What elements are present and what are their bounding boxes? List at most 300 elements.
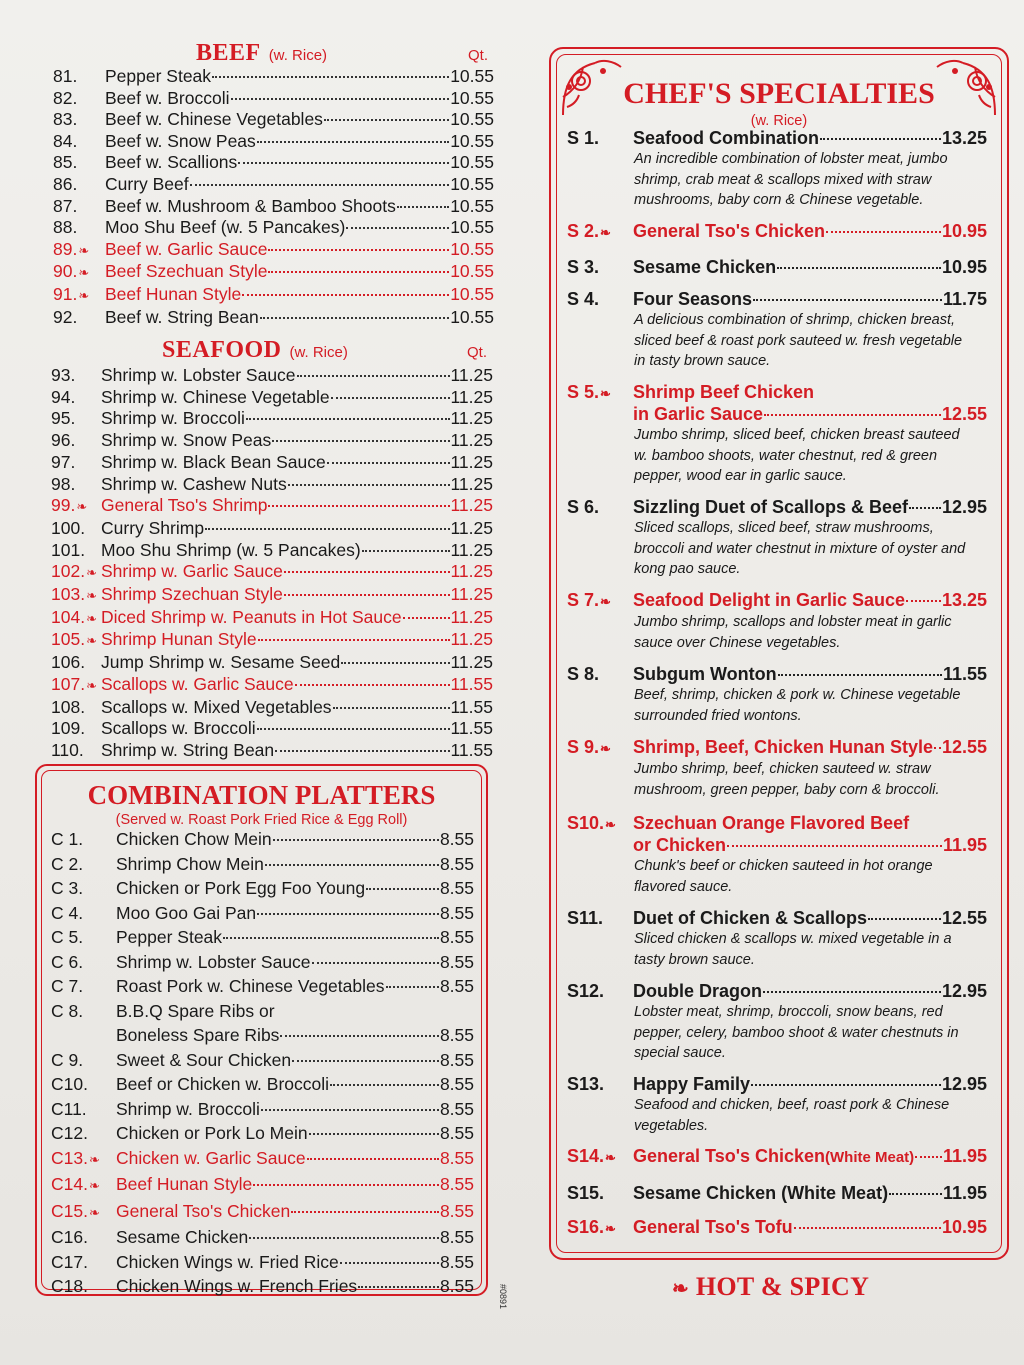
chefs-specialties-subtitle: (w. Rice) xyxy=(750,113,808,129)
pepper-icon: ❧ xyxy=(78,242,90,258)
item-price: 11.55 xyxy=(450,673,493,694)
specialty-price: 11.95 xyxy=(942,1183,987,1203)
item-number: C 4. xyxy=(51,902,84,923)
dot-leader xyxy=(333,707,450,709)
menu-item-row xyxy=(51,561,493,584)
specialty-line xyxy=(567,981,987,1002)
item-price: 10.55 xyxy=(450,130,494,151)
item-price: 10.55 xyxy=(450,217,494,238)
menu-item-row xyxy=(51,1121,474,1146)
item-number: C 2. xyxy=(51,853,84,874)
specialty-code: S14.❧ xyxy=(567,1146,616,1166)
menu-item-row xyxy=(53,217,494,239)
item-name: Moo Goo Gai Pan xyxy=(116,902,257,923)
specialty-name: Seafood Combination xyxy=(633,128,819,148)
menu-item-row xyxy=(51,999,474,1024)
specialty-price: 12.95 xyxy=(941,1074,987,1094)
menu-item-row xyxy=(51,584,493,607)
item-number: 110. xyxy=(51,739,84,760)
item-name: Shrimp w. Black Bean Sauce xyxy=(101,451,326,472)
item-name: Shrimp w. Snow Peas xyxy=(101,430,272,451)
item-price: 8.55 xyxy=(439,1200,474,1221)
specialty-price: 10.95 xyxy=(941,1217,987,1237)
menu-item-row xyxy=(51,974,474,999)
menu-item-row xyxy=(53,109,494,131)
menu-item-row xyxy=(51,1199,474,1226)
dot-leader xyxy=(291,1211,439,1213)
specialty-code: S 8. xyxy=(567,664,600,684)
dot-leader xyxy=(331,397,450,399)
specialty-description: An incredible combination of lobster meat, jumbo shrimp, crab meat & scallops mixed with straw mushrooms, baby corn & Chinese vegetable. xyxy=(634,151,948,208)
item-number: C13.❧ xyxy=(51,1147,100,1168)
hot-and-spicy-label: HOT & SPICY xyxy=(695,1272,870,1301)
specialty-price: 12.55 xyxy=(941,404,987,424)
item-number: 102.❧ xyxy=(51,561,97,582)
menu-item-row xyxy=(51,1023,474,1048)
dot-leader xyxy=(238,162,449,164)
specialty-name: General Tso's Tofu xyxy=(633,1217,793,1237)
pepper-icon: ❧ xyxy=(605,1150,616,1165)
item-price: 10.55 xyxy=(450,195,494,216)
specialty-name: Szechuan Orange Flavored Beef xyxy=(633,813,910,833)
item-price: 11.25 xyxy=(450,652,493,673)
specialty-price: 12.95 xyxy=(941,981,987,1001)
item-price: 8.55 xyxy=(439,902,474,923)
item-price: 11.25 xyxy=(450,584,493,605)
item-price: 11.55 xyxy=(450,739,493,760)
menu-item-row xyxy=(51,365,493,387)
dot-leader xyxy=(312,962,439,964)
item-name: Pepper Steak xyxy=(116,927,223,947)
item-number: 99.❧ xyxy=(51,495,88,516)
dot-leader xyxy=(324,119,449,121)
dot-leader xyxy=(295,684,450,686)
dot-leader xyxy=(223,937,439,939)
dot-leader xyxy=(327,462,450,464)
menu-item-row xyxy=(51,1250,474,1275)
item-price: 11.25 xyxy=(450,561,493,582)
dot-leader xyxy=(288,484,450,486)
item-name: Scallops w. Garlic Sauce xyxy=(101,673,294,694)
item-price: 10.55 xyxy=(450,306,494,327)
item-name: B.B.Q Spare Ribs or xyxy=(116,1000,275,1021)
menu-item-row xyxy=(51,1097,474,1122)
item-number: C16. xyxy=(51,1227,88,1247)
specialty-item xyxy=(567,908,987,970)
pepper-icon: ❧ xyxy=(88,1204,100,1220)
dot-leader xyxy=(268,505,449,507)
pepper-icon: ❧ xyxy=(86,633,97,649)
pepper-icon: ❧ xyxy=(88,1151,100,1167)
menu-item-row xyxy=(51,540,493,562)
specialty-price: 12.95 xyxy=(941,497,987,517)
seafood-qt-label: Qt. xyxy=(467,344,488,361)
specialty-line xyxy=(567,1217,987,1239)
item-price: 8.55 xyxy=(439,951,474,972)
specialty-item xyxy=(567,221,987,243)
item-price: 8.55 xyxy=(439,1025,474,1045)
item-number: C17. xyxy=(51,1251,88,1272)
menu-item-row xyxy=(51,452,493,474)
specialty-item xyxy=(567,382,987,487)
dot-leader xyxy=(346,227,449,229)
specialty-line xyxy=(567,813,987,835)
menu-item-row xyxy=(51,1274,474,1299)
dot-leader xyxy=(868,918,941,920)
pepper-icon: ❧ xyxy=(86,610,97,626)
specialty-line xyxy=(567,128,987,149)
item-number: 87. xyxy=(53,195,78,216)
item-price: 11.55 xyxy=(450,718,493,739)
dot-leader xyxy=(340,1262,439,1264)
dot-leader xyxy=(253,1184,439,1186)
menu-item-row xyxy=(53,131,494,153)
menu-item-row xyxy=(51,430,493,452)
item-price: 11.25 xyxy=(450,430,493,451)
item-name: General Tso's Chicken xyxy=(116,1200,291,1221)
specialty-description: Lobster meat, shrimp, broccoli, snow beans, red pepper, celery, bamboo shoot & water chestnuts in special sauce. xyxy=(634,1004,959,1061)
dot-leader xyxy=(915,1156,942,1158)
specialty-item xyxy=(567,1183,987,1204)
menu-item-row xyxy=(53,174,494,196)
dot-leader xyxy=(273,839,439,841)
menu-item-row xyxy=(51,674,493,697)
item-name: Shrimp w. Broccoli xyxy=(116,1098,260,1119)
item-number: 93. xyxy=(51,365,76,385)
beef-title: BEEF xyxy=(196,40,261,66)
item-price: 8.55 xyxy=(439,878,474,898)
specialty-code: S 6. xyxy=(567,497,600,517)
item-name: Beef w. Chinese Vegetables xyxy=(105,109,323,130)
item-price: 11.25 xyxy=(450,473,493,494)
dot-leader xyxy=(275,750,449,752)
item-price: 11.25 xyxy=(450,451,493,472)
item-number: 84. xyxy=(53,130,78,151)
item-name: Beef w. Snow Peas xyxy=(105,130,256,151)
dot-leader xyxy=(330,1084,439,1086)
beef-qt-label: Qt. xyxy=(468,47,489,64)
specialty-item xyxy=(567,1217,987,1239)
item-name: Beef w. Garlic Sauce xyxy=(105,238,268,259)
item-price: 10.55 xyxy=(450,152,494,173)
dot-leader xyxy=(778,674,942,676)
dot-leader xyxy=(292,1060,439,1062)
dot-leader xyxy=(403,617,450,619)
beef-list xyxy=(53,66,494,328)
specialty-code: S12. xyxy=(567,981,605,1001)
specialty-code: S 3. xyxy=(567,257,600,277)
specialty-line xyxy=(567,664,987,685)
item-name: Moo Shu Beef (w. 5 Pancakes) xyxy=(105,217,346,238)
dot-leader xyxy=(764,414,941,416)
dot-leader xyxy=(284,594,450,596)
specialty-line xyxy=(567,404,987,425)
pepper-icon: ❧ xyxy=(86,588,97,604)
menu-item-row xyxy=(51,901,474,926)
item-price: 8.55 xyxy=(439,1074,474,1094)
specialty-description: Jumbo shrimp, beef, chicken sauteed w. straw mushroom, green pepper, baby corn & broccoli. xyxy=(634,761,940,798)
item-number: 107.❧ xyxy=(51,673,97,694)
dot-leader xyxy=(826,231,941,233)
item-price: 8.55 xyxy=(439,1227,474,1247)
seafood-subtitle: (w. Rice) xyxy=(289,344,348,361)
item-name: Beef w. String Bean xyxy=(105,306,259,327)
pepper-icon: ❧ xyxy=(600,225,611,240)
item-price: 10.55 xyxy=(450,66,494,86)
dot-leader xyxy=(268,249,449,251)
specialty-item xyxy=(567,128,987,211)
item-name: Shrimp w. Lobster Sauce xyxy=(101,365,296,385)
item-name: Curry Beef xyxy=(105,173,189,194)
dot-leader xyxy=(794,1227,941,1229)
menu-item-row xyxy=(51,852,474,877)
item-name: Chicken Wings w. French Fries xyxy=(116,1276,358,1296)
dot-leader xyxy=(358,1286,439,1288)
item-name: Beef or Chicken w. Broccoli xyxy=(116,1074,330,1094)
item-number: C11. xyxy=(51,1098,87,1119)
specialty-name: Seafood Delight in Garlic Sauce xyxy=(633,590,906,610)
specialty-price: 11.95 xyxy=(942,835,987,855)
specialty-description: A delicious combination of shrimp, chicken breast, sliced beef & roast pork sauteed w. fresh vegetable in tasty brown sauce. xyxy=(634,312,963,369)
specialty-price: 12.55 xyxy=(941,737,987,757)
dot-leader xyxy=(231,98,450,100)
item-name: Beef w. Scallions xyxy=(105,152,238,173)
seafood-header xyxy=(162,337,348,364)
dot-leader xyxy=(397,206,449,208)
menu-item-row xyxy=(53,66,494,88)
menu-item-row xyxy=(53,261,494,284)
menu-item-row xyxy=(51,474,493,496)
item-number: C 8. xyxy=(51,1000,84,1021)
specialty-name: Subgum Wonton xyxy=(633,664,777,684)
item-name: Shrimp w. Cashew Nuts xyxy=(101,473,287,494)
item-number: 86. xyxy=(53,173,78,194)
specialty-description: Sliced scallops, sliced beef, straw mushrooms, broccoli and water chestnut in mixture of oyster and kong pao sauce. xyxy=(634,520,966,577)
menu-item-row xyxy=(53,152,494,174)
item-number: 82. xyxy=(53,87,78,108)
item-price: 10.55 xyxy=(450,173,494,194)
specialty-item xyxy=(567,981,987,1064)
menu-item-row xyxy=(51,387,493,409)
specialty-item xyxy=(567,289,987,372)
dot-leader xyxy=(260,317,449,319)
item-price: 8.55 xyxy=(439,976,474,996)
item-name: Scallops w. Broccoli xyxy=(101,718,256,739)
item-name: Diced Shrimp w. Peanuts in Hot Sauce xyxy=(101,606,402,627)
specialty-line xyxy=(567,1183,987,1204)
specialty-item xyxy=(567,813,987,897)
specialty-price: 11.75 xyxy=(942,289,987,309)
menu-item-row xyxy=(51,629,493,652)
dot-leader xyxy=(906,600,941,602)
dot-leader xyxy=(307,1158,439,1160)
item-price: 10.55 xyxy=(450,87,494,108)
specialty-price: 11.55 xyxy=(942,664,987,684)
item-number: C10. xyxy=(51,1074,88,1094)
specialty-line xyxy=(567,221,987,243)
dot-leader xyxy=(386,986,439,988)
item-number: C12. xyxy=(51,1123,88,1143)
specialty-item xyxy=(567,664,987,726)
specialty-name: Sizzling Duet of Scallops & Beef xyxy=(633,497,909,517)
specialty-name: Shrimp Beef Chicken xyxy=(633,382,815,402)
item-number: C 3. xyxy=(51,878,84,898)
pepper-icon: ❧ xyxy=(605,1221,616,1236)
item-number: C14.❧ xyxy=(51,1174,100,1194)
item-price: 10.55 xyxy=(450,109,494,130)
item-price: 10.55 xyxy=(450,238,494,259)
item-name: Shrimp w. Lobster Sauce xyxy=(116,951,311,972)
dot-leader xyxy=(909,507,941,509)
item-number: 103.❧ xyxy=(51,584,97,605)
menu-item-row xyxy=(51,518,493,540)
item-price: 11.25 xyxy=(450,495,493,516)
specialty-line xyxy=(567,1146,987,1168)
menu-item-row xyxy=(51,950,474,975)
item-price: 8.55 xyxy=(439,1098,474,1119)
dot-leader xyxy=(257,728,450,730)
specialty-price: 12.55 xyxy=(941,908,987,928)
specialty-name: General Tso's Chicken xyxy=(633,221,826,241)
menu-item-row xyxy=(51,697,493,719)
item-number: C 9. xyxy=(51,1049,84,1070)
menu-item-row xyxy=(51,1072,474,1097)
item-number: C 7. xyxy=(51,976,84,996)
item-price: 11.25 xyxy=(450,408,493,429)
dot-leader xyxy=(261,1109,439,1111)
pepper-icon: ❧ xyxy=(76,499,88,515)
specialty-name: Sesame Chicken xyxy=(633,257,777,277)
menu-item-row xyxy=(51,876,474,901)
specialty-line xyxy=(567,835,987,856)
pepper-icon: ❧ xyxy=(88,1178,100,1193)
hot-and-spicy-legend xyxy=(672,1272,869,1302)
item-name: Shrimp w. Garlic Sauce xyxy=(101,561,283,582)
item-price: 8.55 xyxy=(439,1049,474,1070)
menu-item-row xyxy=(51,1172,474,1199)
menu-item-row xyxy=(51,652,493,674)
item-name: Shrimp Hunan Style xyxy=(101,629,257,650)
item-price: 8.55 xyxy=(439,1147,474,1168)
combination-title: COMBINATION PLATTERS xyxy=(87,780,436,810)
item-price: 11.25 xyxy=(450,539,493,560)
print-code: #0891 xyxy=(498,1284,508,1310)
menu-item-row xyxy=(53,284,494,307)
item-price: 10.55 xyxy=(450,283,494,304)
specialty-name: Duet of Chicken & Scallops xyxy=(633,908,868,928)
item-price: 8.55 xyxy=(439,1123,474,1143)
dot-leader xyxy=(309,1133,439,1135)
specialty-name: Happy Family xyxy=(633,1074,751,1094)
item-number: 94. xyxy=(51,386,76,407)
specialty-item xyxy=(567,497,987,580)
specialty-code: S 2.❧ xyxy=(567,221,611,241)
pepper-icon: ❧ xyxy=(86,565,97,581)
item-name: Beef Szechuan Style xyxy=(105,261,268,282)
item-price: 11.25 xyxy=(450,386,493,407)
menu-item-row xyxy=(51,1146,474,1173)
item-number: C15.❧ xyxy=(51,1200,100,1221)
dot-leader xyxy=(366,888,439,890)
item-number: 83. xyxy=(53,109,78,130)
specialty-description: Jumbo shrimp, scallops and lobster meat in garlic sauce over Chinese vegetables. xyxy=(634,614,952,651)
seafood-list xyxy=(51,365,493,762)
item-name: Beef w. Mushroom & Bamboo Shoots xyxy=(105,195,396,216)
dot-leader xyxy=(284,571,450,573)
dot-leader xyxy=(265,864,439,866)
item-name: Beef Hunan Style xyxy=(105,283,242,304)
menu-item-row xyxy=(51,740,493,762)
dot-leader xyxy=(257,913,439,915)
dot-leader xyxy=(753,299,942,301)
specialty-code: S15. xyxy=(567,1183,605,1203)
combination-subtitle: (Served w. Roast Pork Fried Rice & Egg Roll) xyxy=(115,812,408,828)
specialty-item xyxy=(567,257,987,278)
specialty-name: in Garlic Sauce xyxy=(633,404,764,424)
dot-leader xyxy=(205,528,449,530)
item-price: 8.55 xyxy=(439,853,474,874)
dot-leader xyxy=(727,845,942,847)
item-name: Chicken w. Garlic Sauce xyxy=(116,1147,306,1168)
item-number: 106. xyxy=(51,652,86,673)
item-name: Sesame Chicken xyxy=(116,1227,249,1247)
specialty-item xyxy=(567,1074,987,1136)
specialty-code: S 9.❧ xyxy=(567,737,611,757)
specialty-name: or Chicken xyxy=(633,835,727,855)
item-price: 11.55 xyxy=(450,696,493,717)
item-price: 8.55 xyxy=(439,1276,474,1296)
item-number: 98. xyxy=(51,473,76,494)
item-price: 11.25 xyxy=(450,517,493,538)
item-name: Chicken or Pork Egg Foo Young xyxy=(116,878,366,898)
dot-leader xyxy=(272,440,449,442)
item-price: 8.55 xyxy=(439,1174,474,1194)
item-number: 81. xyxy=(53,66,78,86)
beef-header xyxy=(196,40,327,67)
item-number: 105.❧ xyxy=(51,629,97,650)
specialty-name: Four Seasons xyxy=(633,289,753,309)
item-name: Shrimp w. Chinese Vegetable xyxy=(101,386,330,407)
specialty-line xyxy=(567,289,987,310)
beef-subtitle: (w. Rice) xyxy=(268,47,328,64)
item-name: Beef Hunan Style xyxy=(116,1174,253,1194)
pepper-icon: ❧ xyxy=(78,265,90,281)
specialty-code: S 4. xyxy=(567,289,600,309)
item-name: General Tso's Shrimp xyxy=(101,495,268,516)
specialty-line xyxy=(567,1074,987,1095)
item-price: 8.55 xyxy=(439,829,474,849)
item-name: Shrimp Chow Mein xyxy=(116,853,264,874)
dot-leader xyxy=(934,747,941,749)
item-number: 108. xyxy=(51,696,86,717)
item-number: C 5. xyxy=(51,927,84,947)
specialty-item xyxy=(567,590,987,653)
item-name: Roast Pork w. Chinese Vegetables xyxy=(116,976,385,996)
specialty-price: 13.25 xyxy=(941,590,987,610)
specialty-price: 10.95 xyxy=(941,257,987,277)
specialty-name: Sesame Chicken (White Meat) xyxy=(633,1183,889,1203)
item-number: 89.❧ xyxy=(53,238,90,259)
item-name: Curry Shrimp xyxy=(101,517,205,538)
item-name: Beef w. Broccoli xyxy=(105,87,230,108)
specialty-code: S16.❧ xyxy=(567,1217,616,1237)
item-name: Chicken Chow Mein xyxy=(116,829,272,849)
dot-leader xyxy=(751,1084,941,1086)
menu-item-row xyxy=(51,827,474,852)
item-price: 11.25 xyxy=(450,365,493,385)
pepper-icon: ❧ xyxy=(600,741,611,756)
specialty-description: Chunk's beef or chicken sauteed in hot orange flavored sauce. xyxy=(634,858,933,895)
